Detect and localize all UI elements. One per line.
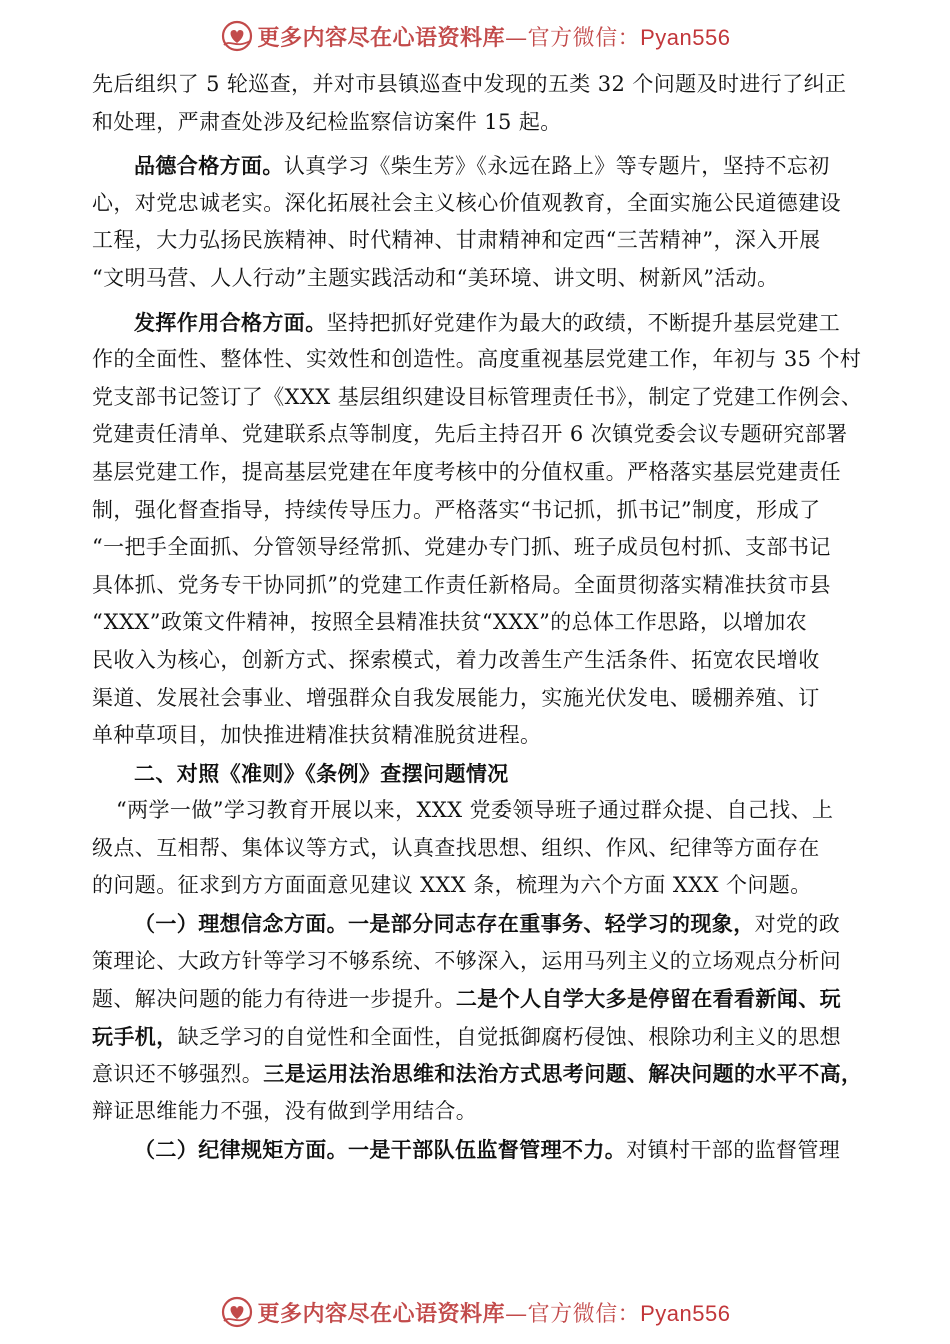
text-run: 坚持把抓好党建作为最大的政绩，不断提升基层党建工 [326, 310, 841, 335]
text-run: 意识还不够强烈。 [92, 1062, 264, 1087]
text-run: 对镇村干部的监督管理 [626, 1137, 841, 1162]
text-line [92, 717, 874, 755]
paragraph-start [92, 147, 874, 185]
text-line [92, 943, 874, 981]
footer-banner [0, 1292, 950, 1332]
banner-main: 更多内容尽在心语资料库 [257, 24, 506, 51]
text-run: 渠道、发展社会事业、增强群众自我发展能力，实施光伏发电、暖棚养殖、订 [92, 685, 820, 710]
paragraph-start [92, 905, 874, 943]
paragraph-start [92, 792, 874, 830]
paragraph-start [92, 1131, 874, 1169]
text-run: 党支部书记签订了《XXX 基层组织建设目标管理责任书》，制定了党建工作例会、 [92, 384, 863, 409]
text-run: “两学一做”学习教育开展以来，XXX 党委领导班子通过群众提、自己找、上 [116, 798, 834, 823]
text-run: 对党的政 [754, 912, 841, 937]
text-line [92, 980, 874, 1018]
text-line [92, 66, 874, 104]
text-run: 和处理，严肃查处涉及纪检监察信访案件 15 起。 [92, 109, 562, 134]
text-line [92, 416, 874, 454]
text-line [92, 1018, 874, 1056]
text-line [92, 454, 874, 492]
section-title [92, 755, 874, 793]
banner-dash: — [505, 1301, 528, 1327]
text-line [92, 1093, 874, 1131]
section-heading: 发挥作用合格方面。 [134, 309, 327, 335]
section-heading: （二）纪律规矩方面。一是干部队伍监督管理不力。 [134, 1136, 627, 1162]
bold-run: 玩手机， [92, 1023, 178, 1049]
text-line [92, 867, 874, 905]
banner-dash: — [505, 25, 528, 51]
text-line [92, 379, 874, 417]
bold-run: 二是个人自学大多是停留在看看新闻、玩 [455, 986, 842, 1012]
text-run: 级点、互相帮、集体议等方式，认真查找思想、组织、作风、纪律等方面存在 [92, 835, 820, 860]
text-run: 党建责任清单、党建联系点等制度，先后主持召开 6 次镇党委会议专题研究部署 [92, 422, 848, 447]
text-run: “文明马营、人人行动”主题实践活动和“美环境、讲文明、树新风”活动。 [92, 265, 779, 290]
document-body [92, 66, 874, 1168]
text-run: “一把手全面抓、分管领导经常抓、党建办专门抓、班子成员包村抓、支部书记 [92, 535, 831, 560]
text-run: 的问题。征求到方方面面意见建议 XXX 条，梳理为六个方面 XXX 个问题。 [92, 873, 812, 898]
heart-circle-logo-icon [220, 1295, 254, 1329]
section-heading: （一）理想信念方面。一是部分同志存在重事务、轻学习的现象， [134, 911, 755, 937]
text-run: 作的全面性、整体性、实效性和创造性。高度重视基层党建工作，年初与 35 个村 [92, 347, 862, 372]
banner-text [258, 21, 731, 52]
text-line [92, 222, 874, 260]
heart-circle-logo-icon [220, 19, 254, 53]
text-line [92, 1055, 874, 1093]
text-line [92, 492, 874, 530]
text-line [92, 604, 874, 642]
banner-label: 官方微信： [527, 1301, 641, 1327]
text-line [92, 341, 874, 379]
header-banner [0, 16, 950, 56]
text-run: 认真学习《柴生芳》《永远在路上》等专题片，坚持不忘初 [283, 154, 830, 179]
text-line [92, 830, 874, 868]
text-run: 先后组织了 5 轮巡查，并对市县镇巡查中发现的五类 32 个问题及时进行了纠正 [92, 72, 847, 96]
text-line [92, 642, 874, 680]
text-line [92, 680, 874, 718]
text-run: 制，强化督查指导，持续传导压力。严格落实“书记抓，抓书记”制度，形成了 [92, 497, 821, 522]
text-run: 策理论、大政方针等学习不够系统、不够深入，运用马列主义的立场观点分析问 [92, 948, 841, 973]
banner-id: Pyan556 [640, 1300, 731, 1326]
text-run: 基层党建工作，提高基层党建在年度考核中的分值权重。严格落实基层党建责任 [92, 459, 841, 484]
text-line [92, 185, 874, 223]
text-line [92, 104, 874, 142]
text-run: 心，对党忠诚老实。深化拓展社会主义核心价值观教育，全面实施公民道德建设 [92, 190, 841, 215]
text-run: 辩证思维能力不强，没有做到学用结合。 [92, 1099, 478, 1124]
banner-id: Pyan556 [640, 24, 731, 50]
text-line [92, 529, 874, 567]
section-heading: 二、对照《准则》《条例》查摆问题情况 [134, 760, 509, 786]
text-run: 单种草项目，加快推进精准扶贫精准脱贫进程。 [92, 723, 542, 748]
paragraph-start [92, 304, 874, 342]
banner-text [258, 1297, 731, 1328]
text-line [92, 567, 874, 605]
banner-main: 更多内容尽在心语资料库 [257, 1300, 506, 1327]
banner-label: 官方微信： [527, 25, 641, 51]
text-run: 缺乏学习的自觉性和全面性，自觉抵御腐朽侵蚀、根除功利主义的思想 [177, 1024, 842, 1049]
section-heading: 品德合格方面。 [134, 153, 284, 179]
text-run: “XXX”政策文件精神，按照全县精准扶贫“XXX”的总体工作思路，以增加农 [92, 610, 808, 635]
text-run: 民收入为核心，创新方式、探索模式，着力改善生产生活条件、拓宽农民增收 [92, 647, 820, 672]
bold-run: 三是运用法治思维和法治方式思考问题、解决问题的水平不高， [263, 1061, 863, 1087]
text-run: 题、解决问题的能力有待进一步提升。 [92, 987, 456, 1012]
text-run: 工程，大力弘扬民族精神、时代精神、甘肃精神和定西“三苦精神”，深入开展 [92, 228, 821, 253]
text-line [92, 260, 874, 298]
text-run: 具体抓、党务专干协同抓”的党建工作责任新格局。全面贯彻落实精准扶贫市县 [92, 572, 831, 597]
